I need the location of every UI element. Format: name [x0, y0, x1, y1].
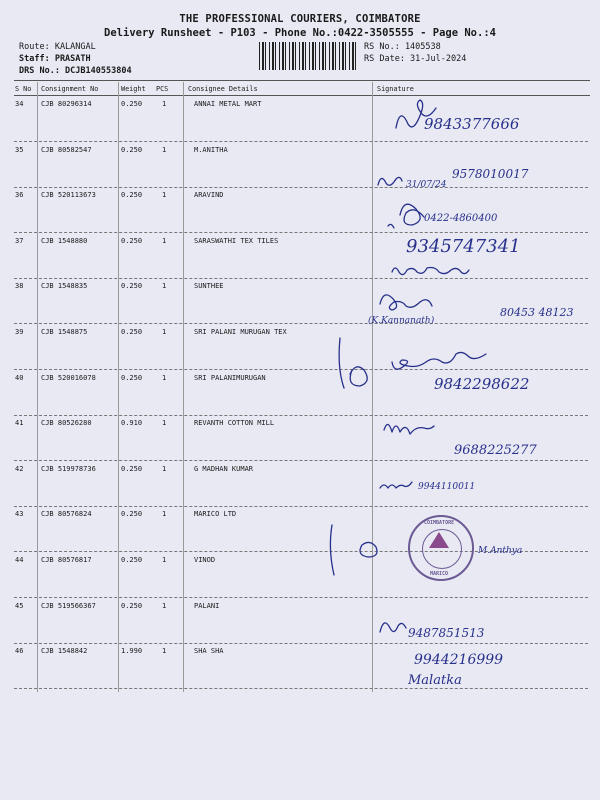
row-consignee: ANNAI METAL MART	[194, 100, 262, 108]
row-consignment-no: CJB 520016078	[41, 373, 96, 382]
row-consignee: ARAVIND	[194, 191, 224, 200]
row-consignment-no: CJB 519978736	[41, 464, 96, 473]
row-weight: 0.250	[121, 145, 143, 154]
col-header-weight: Weight	[121, 85, 146, 93]
stamp-bottom-text: MARICO	[430, 571, 449, 577]
row-consignment-no: CJB 520113673	[41, 191, 96, 200]
barcode	[259, 42, 359, 70]
row-sno: 43	[15, 510, 24, 519]
page-subtitle: Delivery Runsheet - P103 - Phone No.:0422-3505555 - Page No.:4	[104, 27, 496, 39]
row-consignee: SARASWATHI TEX TILES	[194, 236, 279, 245]
row-weight: 0.250	[121, 464, 143, 473]
col-header-pcs: PCS	[156, 85, 169, 93]
row-weight: 0.250	[121, 100, 143, 108]
row-consignment-no: CJB 1548875	[41, 328, 88, 336]
col-header-consignee: Consignee Details	[188, 85, 258, 93]
row-weight: 0.250	[121, 282, 143, 291]
row-pcs: 1	[162, 419, 167, 428]
row-consignment-no: CJB 80582547	[41, 145, 92, 154]
row-sno: 45	[15, 601, 24, 610]
row-consignment-no: CJB 519566367	[41, 601, 96, 610]
row-consignment-no: CJB 1548835	[41, 282, 88, 291]
row-sno: 38	[15, 282, 24, 291]
row-weight: 0.250	[121, 373, 143, 382]
row-consignee: VINOD	[194, 556, 216, 564]
row-consignee: SRI PALANI MURUGAN TEX	[194, 328, 287, 336]
row-weight: 0.250	[121, 510, 143, 519]
row-pcs: 1	[162, 601, 167, 610]
staff-label: Staff: PRASATH	[19, 54, 91, 64]
handwritten-phone: 9487851513	[408, 626, 485, 640]
table-row	[0, 415, 600, 461]
table-row	[0, 598, 600, 644]
row-sno: 35	[15, 145, 24, 154]
handwritten-name: (K.Kannanath)	[368, 316, 435, 326]
page-title: THE PROFESSIONAL COURIERS, COIMBATORE	[179, 13, 421, 25]
row-sno: 41	[15, 419, 24, 428]
row-weight: 0.250	[121, 556, 143, 564]
header-rule-top	[14, 80, 590, 81]
row-pcs: 1	[162, 464, 167, 473]
row-consignment-no: CJB 80576817	[41, 556, 92, 564]
handwritten-date: 31/07/24	[406, 180, 447, 190]
row-sno: 46	[15, 647, 24, 656]
handwritten-phone: 9842298622	[434, 375, 530, 393]
row-consignment-no: CJB 1548842	[41, 647, 88, 656]
row-consignee: PALANI	[194, 601, 220, 610]
row-consignment-no: CJB 80296314	[41, 100, 92, 108]
row-sno: 34	[15, 100, 24, 108]
row-consignment-no: CJB 80576824	[41, 510, 92, 519]
col-header-sno: S No	[15, 85, 32, 93]
row-sno: 37	[15, 236, 24, 245]
table-row	[0, 461, 600, 507]
table-row	[0, 552, 600, 598]
row-consignee: M.ANITHA	[194, 145, 228, 154]
col-header-consignment: Consignment No	[41, 85, 99, 93]
row-consignee: SRI PALANIMURUGAN	[194, 373, 266, 382]
handwritten-phone: 9944216999	[414, 652, 504, 668]
table-row	[0, 643, 600, 689]
row-consignee: MARICO LTD	[194, 510, 237, 519]
handwritten-name: Malatka	[408, 673, 462, 688]
row-consignee: SHA SHA	[194, 647, 224, 656]
handwritten-phone: 9345747341	[406, 236, 521, 257]
row-consignee: REVANTH COTTON MILL	[194, 419, 275, 428]
col-header-signature: Signature	[377, 85, 414, 93]
row-pcs: 1	[162, 145, 167, 154]
table-row	[0, 506, 600, 552]
row-weight: 0.250	[121, 191, 143, 200]
table-row	[0, 142, 600, 188]
table-row	[0, 96, 600, 142]
table-row	[0, 278, 600, 324]
row-sno: 39	[15, 328, 24, 336]
handwritten-phone: 0422-4860400	[424, 213, 498, 224]
table-row	[0, 187, 600, 233]
row-weight: 0.250	[121, 328, 143, 336]
row-pcs: 1	[162, 100, 167, 108]
stamp-top-text: COIMBATORE	[424, 520, 455, 526]
row-pcs: 1	[162, 328, 167, 336]
row-divider	[14, 688, 588, 689]
rs-date: RS Date: 31-Jul-2024	[364, 54, 467, 64]
row-sno: 36	[15, 191, 24, 200]
row-weight: 0.250	[121, 601, 143, 610]
row-pcs: 1	[162, 236, 167, 245]
company-stamp	[408, 515, 474, 581]
row-pcs: 1	[162, 510, 167, 519]
stamp-logo-icon	[429, 532, 449, 548]
row-consignment-no: CJB 1548880	[41, 236, 88, 245]
row-sno: 42	[15, 464, 24, 473]
row-weight: 0.910	[121, 419, 143, 428]
row-sno: 40	[15, 373, 24, 382]
row-pcs: 1	[162, 282, 167, 291]
drs-number: DRS No.: DCJB140553804	[19, 66, 132, 76]
row-consignment-no: CJB 80526280	[41, 419, 92, 428]
handwritten-phone: 9944110011	[418, 482, 476, 492]
row-weight: 0.250	[121, 236, 143, 245]
route-label: Route: KALANGAL	[19, 42, 96, 52]
row-consignee: G MADHAN KUMAR	[194, 464, 254, 473]
row-pcs: 1	[162, 191, 167, 200]
table-row	[0, 370, 600, 416]
handwritten-name: M.Anthya	[478, 546, 523, 556]
row-pcs: 1	[162, 647, 167, 656]
row-pcs: 1	[162, 556, 167, 564]
row-consignee: SUNTHEE	[194, 282, 224, 291]
handwritten-note: 80453 48123	[500, 306, 574, 319]
table-row	[0, 233, 600, 279]
handwritten-phone: 9843377666	[424, 115, 520, 133]
row-sno: 44	[15, 556, 24, 564]
handwritten-phone: 9688225277	[454, 443, 537, 458]
table-row	[0, 324, 600, 370]
rs-number: RS No.: 1405538	[364, 42, 441, 52]
row-weight: 1.990	[121, 647, 143, 656]
row-pcs: 1	[162, 373, 167, 382]
handwritten-phone: 9578010017	[452, 167, 529, 181]
